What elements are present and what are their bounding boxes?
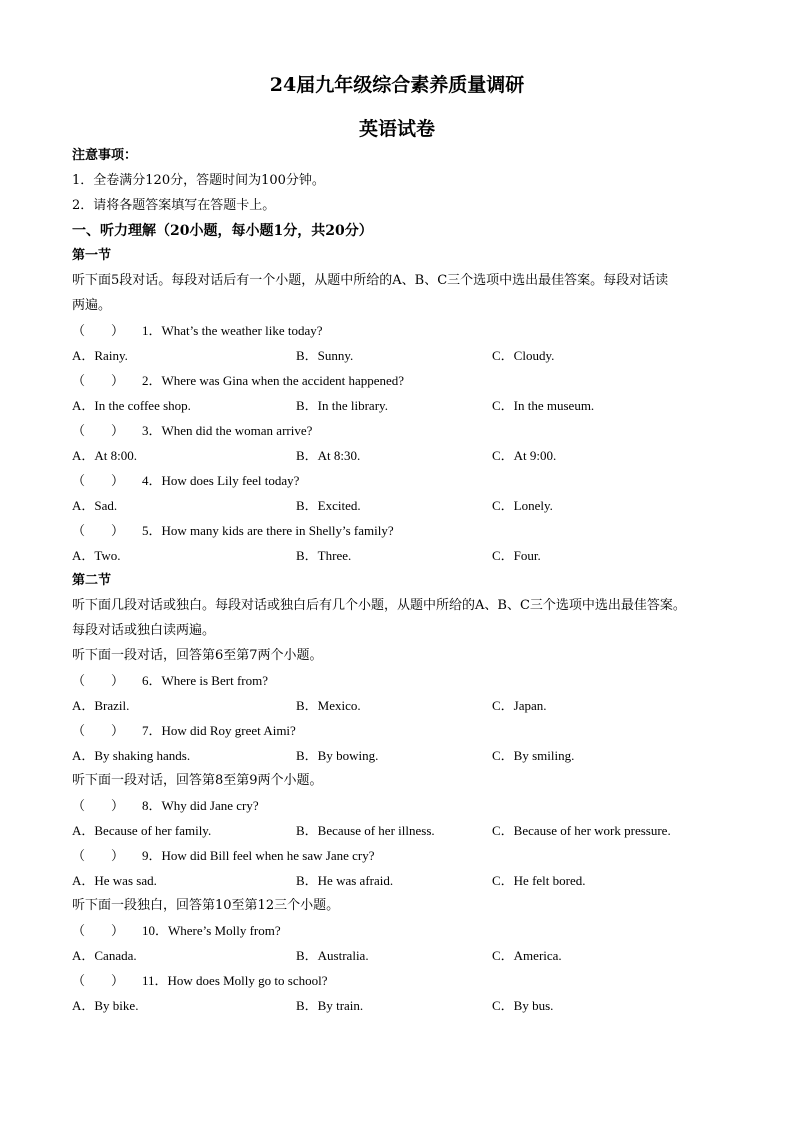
part2-instructions-cont: 每段对话或独白读两遍。 xyxy=(72,623,216,638)
option-b: B．Sunny. xyxy=(296,348,354,363)
answer-blank[interactable]: （ ） xyxy=(72,973,125,988)
option-c: C．Four. xyxy=(492,548,541,563)
answer-blank[interactable]: （ ） xyxy=(72,673,125,688)
option-b: B．By train. xyxy=(296,998,364,1013)
option-b: B．Mexico. xyxy=(296,698,361,713)
option-a: A．Because of her family. xyxy=(72,823,212,838)
answer-blank[interactable]: （ ） xyxy=(72,523,125,538)
option-a: A．At 8:00. xyxy=(72,448,138,463)
answer-blank[interactable]: （ ） xyxy=(72,848,125,863)
option-c: C．At 9:00. xyxy=(492,448,557,463)
dialogue-lead: 听下面一段对话，回答第8至第9两个小题。 xyxy=(72,773,323,788)
option-c: C．By bus. xyxy=(492,998,554,1013)
option-c: C．In the museum. xyxy=(492,398,595,413)
part1-heading: 第一节 xyxy=(72,248,112,263)
question-7 xyxy=(72,723,296,739)
question-6 xyxy=(72,673,268,689)
option-c: C．Because of her work pressure. xyxy=(492,823,671,838)
option-a: A．By bike. xyxy=(72,998,139,1013)
option-c: C．Lonely. xyxy=(492,498,553,513)
option-a: A．In the coffee shop. xyxy=(72,398,191,413)
section-heading: 一、听力理解（20小题，每小题1分，共20分） xyxy=(72,223,373,239)
question-text: 3．When did the woman arrive? xyxy=(142,423,313,438)
question-2 xyxy=(72,373,404,389)
option-c: C．By smiling. xyxy=(492,748,575,763)
answer-blank[interactable]: （ ） xyxy=(72,723,125,738)
option-a: A．Rainy. xyxy=(72,348,128,363)
answer-blank[interactable]: （ ） xyxy=(72,373,125,388)
part2-heading: 第二节 xyxy=(72,573,112,588)
option-b: B．In the library. xyxy=(296,398,388,413)
question-1 xyxy=(72,323,323,339)
dialogue-lead: 听下面一段对话，回答第6至第7两个小题。 xyxy=(72,648,323,663)
question-10 xyxy=(72,923,281,939)
answer-blank[interactable]: （ ） xyxy=(72,323,125,338)
option-a: A．Brazil. xyxy=(72,698,130,713)
option-b: B．By bowing. xyxy=(296,748,379,763)
question-text: 9．How did Bill feel when he saw Jane cry? xyxy=(142,848,375,863)
question-4 xyxy=(72,473,299,489)
option-b: B．At 8:30. xyxy=(296,448,361,463)
question-text: 4．How does Lily feel today? xyxy=(142,473,300,488)
answer-blank[interactable]: （ ） xyxy=(72,798,125,813)
option-a: A．By shaking hands. xyxy=(72,748,191,763)
question-text: 6．Where is Bert from? xyxy=(142,673,268,688)
answer-blank[interactable]: （ ） xyxy=(72,473,125,488)
question-3 xyxy=(72,423,312,439)
option-b: B．Because of her illness. xyxy=(296,823,435,838)
option-c: C．America. xyxy=(492,948,562,963)
question-text: 11．How does Molly go to school? xyxy=(142,973,328,988)
monologue-lead: 听下面一段独白，回答第10至第12三个小题。 xyxy=(72,898,340,913)
answer-blank[interactable]: （ ） xyxy=(72,423,125,438)
option-a: A．Two. xyxy=(72,548,121,563)
question-8 xyxy=(72,798,259,814)
part1-instructions-cont: 两遍。 xyxy=(72,298,112,313)
question-text: 10．Where’s Molly from? xyxy=(142,923,281,938)
question-text: 8．Why did Jane cry? xyxy=(142,798,259,813)
option-a: A．Canada. xyxy=(72,948,137,963)
notes-heading: 注意事项： xyxy=(72,148,138,163)
part1-instructions: 听下面5段对话。每段对话后有一个小题，从题中所给的A、B、C三个选项中选出最佳答案。每段对话读 xyxy=(72,273,669,288)
option-b: B．Excited. xyxy=(296,498,361,513)
option-a: A．Sad. xyxy=(72,498,118,513)
option-a: A．He was sad. xyxy=(72,873,157,888)
option-c: C．Japan. xyxy=(492,698,547,713)
note-item: 2．请将各题答案填写在答题卡上。 xyxy=(72,198,276,213)
question-9 xyxy=(72,848,375,864)
question-text: 1．What’s the weather like today? xyxy=(142,323,323,338)
option-b: B．Three. xyxy=(296,548,352,563)
question-5 xyxy=(72,523,394,539)
question-text: 5．How many kids are there in Shelly’s family? xyxy=(142,523,394,538)
question-11 xyxy=(72,973,327,989)
option-c: C．Cloudy. xyxy=(492,348,555,363)
question-text: 2．Where was Gina when the accident happened? xyxy=(142,373,405,388)
question-text: 7．How did Roy greet Aimi? xyxy=(142,723,296,738)
note-item: 1．全卷满分120分，答题时间为100分钟。 xyxy=(72,173,325,188)
option-b: B．He was afraid. xyxy=(296,873,394,888)
part2-instructions: 听下面几段对话或独白。每段对话或独白后有几个小题，从题中所给的A、B、C三个选项中选出最佳答案。 xyxy=(72,598,686,613)
exam-title: 24届九年级综合素养质量调研 xyxy=(269,74,525,96)
option-c: C．He felt bored. xyxy=(492,873,586,888)
answer-blank[interactable]: （ ） xyxy=(72,923,125,938)
option-b: B．Australia. xyxy=(296,948,369,963)
exam-subtitle: 英语试卷 xyxy=(358,118,435,140)
